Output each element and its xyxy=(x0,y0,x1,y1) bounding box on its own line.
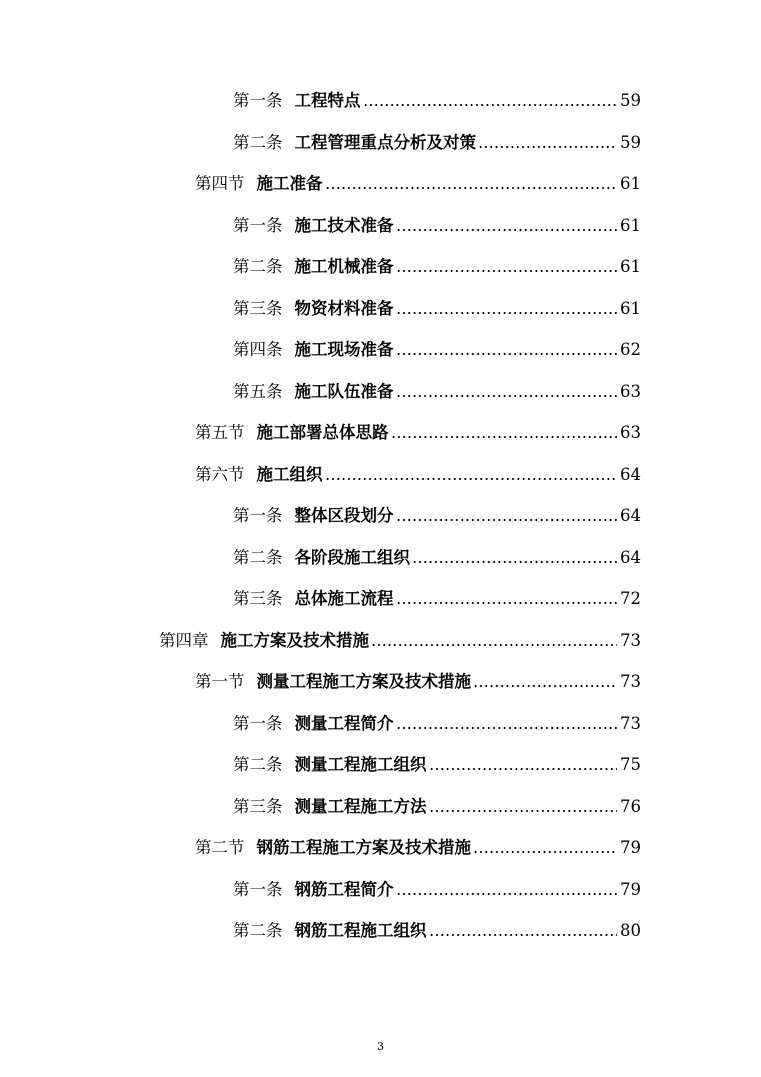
toc-entry-label: 第二条 xyxy=(233,257,283,276)
toc-entry[interactable] xyxy=(233,877,641,903)
toc-entry-page: 63 xyxy=(620,423,641,442)
toc-entry[interactable] xyxy=(233,88,641,114)
dot-leader xyxy=(325,186,618,190)
dot-leader xyxy=(363,103,618,107)
toc-entry-page: 73 xyxy=(620,713,641,733)
toc-entry-page: 59 xyxy=(620,132,641,152)
toc-entry-title: 总体施工流程 xyxy=(294,589,394,608)
toc-entry-page: 64 xyxy=(620,547,641,567)
toc-entry-label: 第一条 xyxy=(233,91,283,110)
toc-entry-page: 79 xyxy=(620,838,641,857)
toc-entry-page: 59 xyxy=(620,91,641,110)
toc-entry-title: 施工现场准备 xyxy=(294,340,394,359)
toc-entry-title: 施工机械准备 xyxy=(294,257,394,276)
toc-entry[interactable] xyxy=(233,337,641,363)
dot-leader xyxy=(396,601,618,605)
toc-entry[interactable] xyxy=(233,711,641,737)
dot-leader xyxy=(473,850,617,854)
toc-entry[interactable] xyxy=(159,628,641,654)
toc-entry[interactable] xyxy=(233,503,641,529)
toc-entry-title: 测量工程施工组织 xyxy=(294,755,427,774)
dot-leader xyxy=(396,269,618,273)
dot-leader xyxy=(391,435,618,439)
dot-leader xyxy=(429,767,618,771)
toc-entry-title: 钢筋工程施工方案及技术措施 xyxy=(256,838,471,857)
toc-entry-label: 第一节 xyxy=(195,672,245,691)
toc-entry-title: 各阶段施工组织 xyxy=(294,547,410,567)
toc-entry-page: 61 xyxy=(620,215,641,235)
toc-entry-title: 工程特点 xyxy=(294,91,361,110)
toc-entry-label: 第二条 xyxy=(233,132,283,152)
toc-entry[interactable] xyxy=(233,586,641,612)
toc-entry-title: 钢筋工程简介 xyxy=(294,879,394,899)
toc-entry[interactable] xyxy=(195,420,641,446)
toc-entry-title: 施工技术准备 xyxy=(294,215,394,235)
dot-leader xyxy=(396,518,618,522)
toc-entry-label: 第二条 xyxy=(233,755,283,774)
toc-entry-title: 测量工程简介 xyxy=(294,713,394,733)
dot-leader xyxy=(412,560,617,564)
toc-entry-title: 测量工程施工方法 xyxy=(294,796,427,816)
toc-entry[interactable] xyxy=(233,213,641,239)
toc-entry-page: 75 xyxy=(620,755,641,774)
toc-entry[interactable] xyxy=(233,130,641,156)
toc-entry-label: 第六节 xyxy=(195,464,245,484)
dot-leader xyxy=(396,228,618,232)
toc-entry-page: 64 xyxy=(620,464,641,484)
toc-entry-page: 61 xyxy=(620,257,641,276)
toc-entry-label: 第二条 xyxy=(233,921,283,940)
dot-leader xyxy=(473,684,617,688)
toc-entry-title: 施工方案及技术措施 xyxy=(220,630,369,650)
toc-entry-label: 第二节 xyxy=(195,838,245,857)
page-number: 3 xyxy=(377,1040,384,1053)
toc-entry-page: 61 xyxy=(620,174,641,193)
toc-entry-page: 73 xyxy=(620,672,641,691)
toc-entry-label: 第一条 xyxy=(233,506,283,525)
toc-entry-page: 72 xyxy=(620,589,641,608)
toc-entry-page: 62 xyxy=(620,340,641,359)
toc-entry-label: 第一条 xyxy=(233,713,283,733)
toc-entry-page: 80 xyxy=(620,921,641,940)
toc-entry-title: 钢筋工程施工组织 xyxy=(294,921,427,940)
toc-entry[interactable] xyxy=(233,752,641,778)
toc-entry[interactable] xyxy=(233,545,641,571)
toc-entry-title: 施工部署总体思路 xyxy=(256,423,389,442)
toc-entry[interactable] xyxy=(195,835,641,861)
toc-entry-title: 工程管理重点分析及对策 xyxy=(294,132,476,152)
toc-entry-label: 第五条 xyxy=(233,381,283,401)
dot-leader xyxy=(429,809,618,813)
toc-entry[interactable] xyxy=(195,669,641,695)
dot-leader xyxy=(396,352,618,356)
toc-entry[interactable] xyxy=(233,254,641,280)
toc-entry[interactable] xyxy=(195,171,641,197)
toc-entry-page: 63 xyxy=(620,381,641,401)
toc-entry-title: 测量工程施工方案及技术措施 xyxy=(256,672,471,691)
toc-entry[interactable] xyxy=(233,794,641,820)
toc-entry-label: 第四节 xyxy=(195,174,245,193)
dot-leader xyxy=(371,643,617,647)
toc-entry-title: 施工队伍准备 xyxy=(294,381,394,401)
toc-entry-title: 物资材料准备 xyxy=(294,298,394,318)
toc-entry-page: 76 xyxy=(620,796,641,816)
dot-leader xyxy=(325,477,618,481)
dot-leader xyxy=(396,394,618,398)
toc-entry-label: 第三条 xyxy=(233,589,283,608)
toc-entry-label: 第三条 xyxy=(233,298,283,318)
toc-entry[interactable] xyxy=(233,918,641,944)
toc-entry-title: 施工准备 xyxy=(256,174,323,193)
dot-leader xyxy=(478,145,617,149)
toc-entry-page: 73 xyxy=(620,630,641,650)
toc-entry-label: 第四章 xyxy=(159,630,209,650)
toc-entry[interactable] xyxy=(233,379,641,405)
toc-entry-label: 第二条 xyxy=(233,547,283,567)
toc-entry-label: 第一条 xyxy=(233,879,283,899)
dot-leader xyxy=(396,892,618,896)
toc-entry-page: 79 xyxy=(620,879,641,899)
toc-entry-label: 第五节 xyxy=(195,423,245,442)
dot-leader xyxy=(396,726,618,730)
toc-entry-label: 第四条 xyxy=(233,340,283,359)
toc-entry-page: 61 xyxy=(620,298,641,318)
toc-entry[interactable] xyxy=(233,296,641,322)
dot-leader xyxy=(396,311,618,315)
toc-entry-label: 第一条 xyxy=(233,215,283,235)
toc-entry-title: 施工组织 xyxy=(256,464,323,484)
toc-entry-label: 第三条 xyxy=(233,796,283,816)
toc-entry-page: 64 xyxy=(620,506,641,525)
toc-entry-title: 整体区段划分 xyxy=(294,506,394,525)
toc-entry[interactable] xyxy=(195,462,641,488)
dot-leader xyxy=(429,933,618,937)
